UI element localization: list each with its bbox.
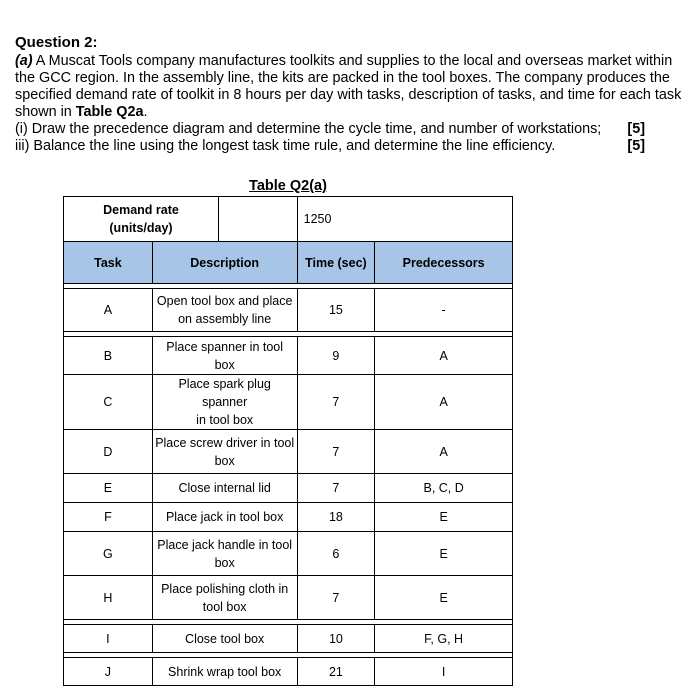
table-reference: Table Q2a bbox=[75, 104, 144, 120]
header-predecessors: Predecessors bbox=[375, 242, 513, 284]
table-row: E Close internal lid 7 B, C, D bbox=[64, 474, 513, 503]
table-row: J Shrink wrap tool box 21 I bbox=[64, 658, 513, 686]
table-row: A Open tool box and place on assembly line 15 - bbox=[64, 289, 513, 332]
question-line-1: (a) A Muscat Tools company manufactures toolkits and supplies to the local and overseas market within bbox=[15, 53, 673, 69]
header-description: Description bbox=[152, 242, 297, 284]
demand-rate-label: Demand rate (units/day) bbox=[64, 197, 219, 241]
question-title: Question 2: bbox=[15, 34, 98, 51]
table-row: B Place spanner in tool box 9 A bbox=[64, 337, 513, 375]
table-row: D Place screw driver in tool box 7 A bbox=[64, 430, 513, 474]
header-time: Time (sec) bbox=[297, 242, 375, 284]
marks-2: [5] bbox=[627, 138, 645, 154]
table-row: I Close tool box 10 F, G, H bbox=[64, 625, 513, 653]
sub-item-2: iii) Balance the line using the longest task time rule, and determine the line efficiency. [5] bbox=[15, 138, 645, 154]
task-table bbox=[63, 196, 513, 686]
table-row: G Place jack handle in tool box 6 E bbox=[64, 532, 513, 576]
demand-rate-value: 1250 bbox=[303, 212, 332, 226]
question-line-4: shown in Table Q2a. bbox=[15, 104, 148, 120]
table-row: H Place polishing cloth in tool box 7 E bbox=[64, 576, 513, 620]
question-line-2: the GCC region. In the assembly line, the kits are packed in the tool boxes. The company produces the bbox=[15, 70, 670, 86]
header-row bbox=[64, 242, 513, 284]
demand-row bbox=[64, 197, 513, 242]
table-caption: Table Q2(a) bbox=[249, 178, 327, 194]
table-row: C Place spark plug spanner in tool box 7 A bbox=[64, 375, 513, 430]
part-label: (a) bbox=[15, 53, 33, 69]
sub-item-1: (i) Draw the precedence diagram and determine the cycle time, and number of workstations; [5] bbox=[15, 121, 645, 137]
header-task: Task bbox=[64, 242, 153, 284]
question-line-3: specified demand rate of toolkit in 8 hours per day with tasks, description of tasks, and time for each task bbox=[15, 87, 682, 103]
marks-1: [5] bbox=[627, 121, 645, 137]
question-block bbox=[15, 34, 691, 155]
table-row: F Place jack in tool box 18 E bbox=[64, 503, 513, 532]
